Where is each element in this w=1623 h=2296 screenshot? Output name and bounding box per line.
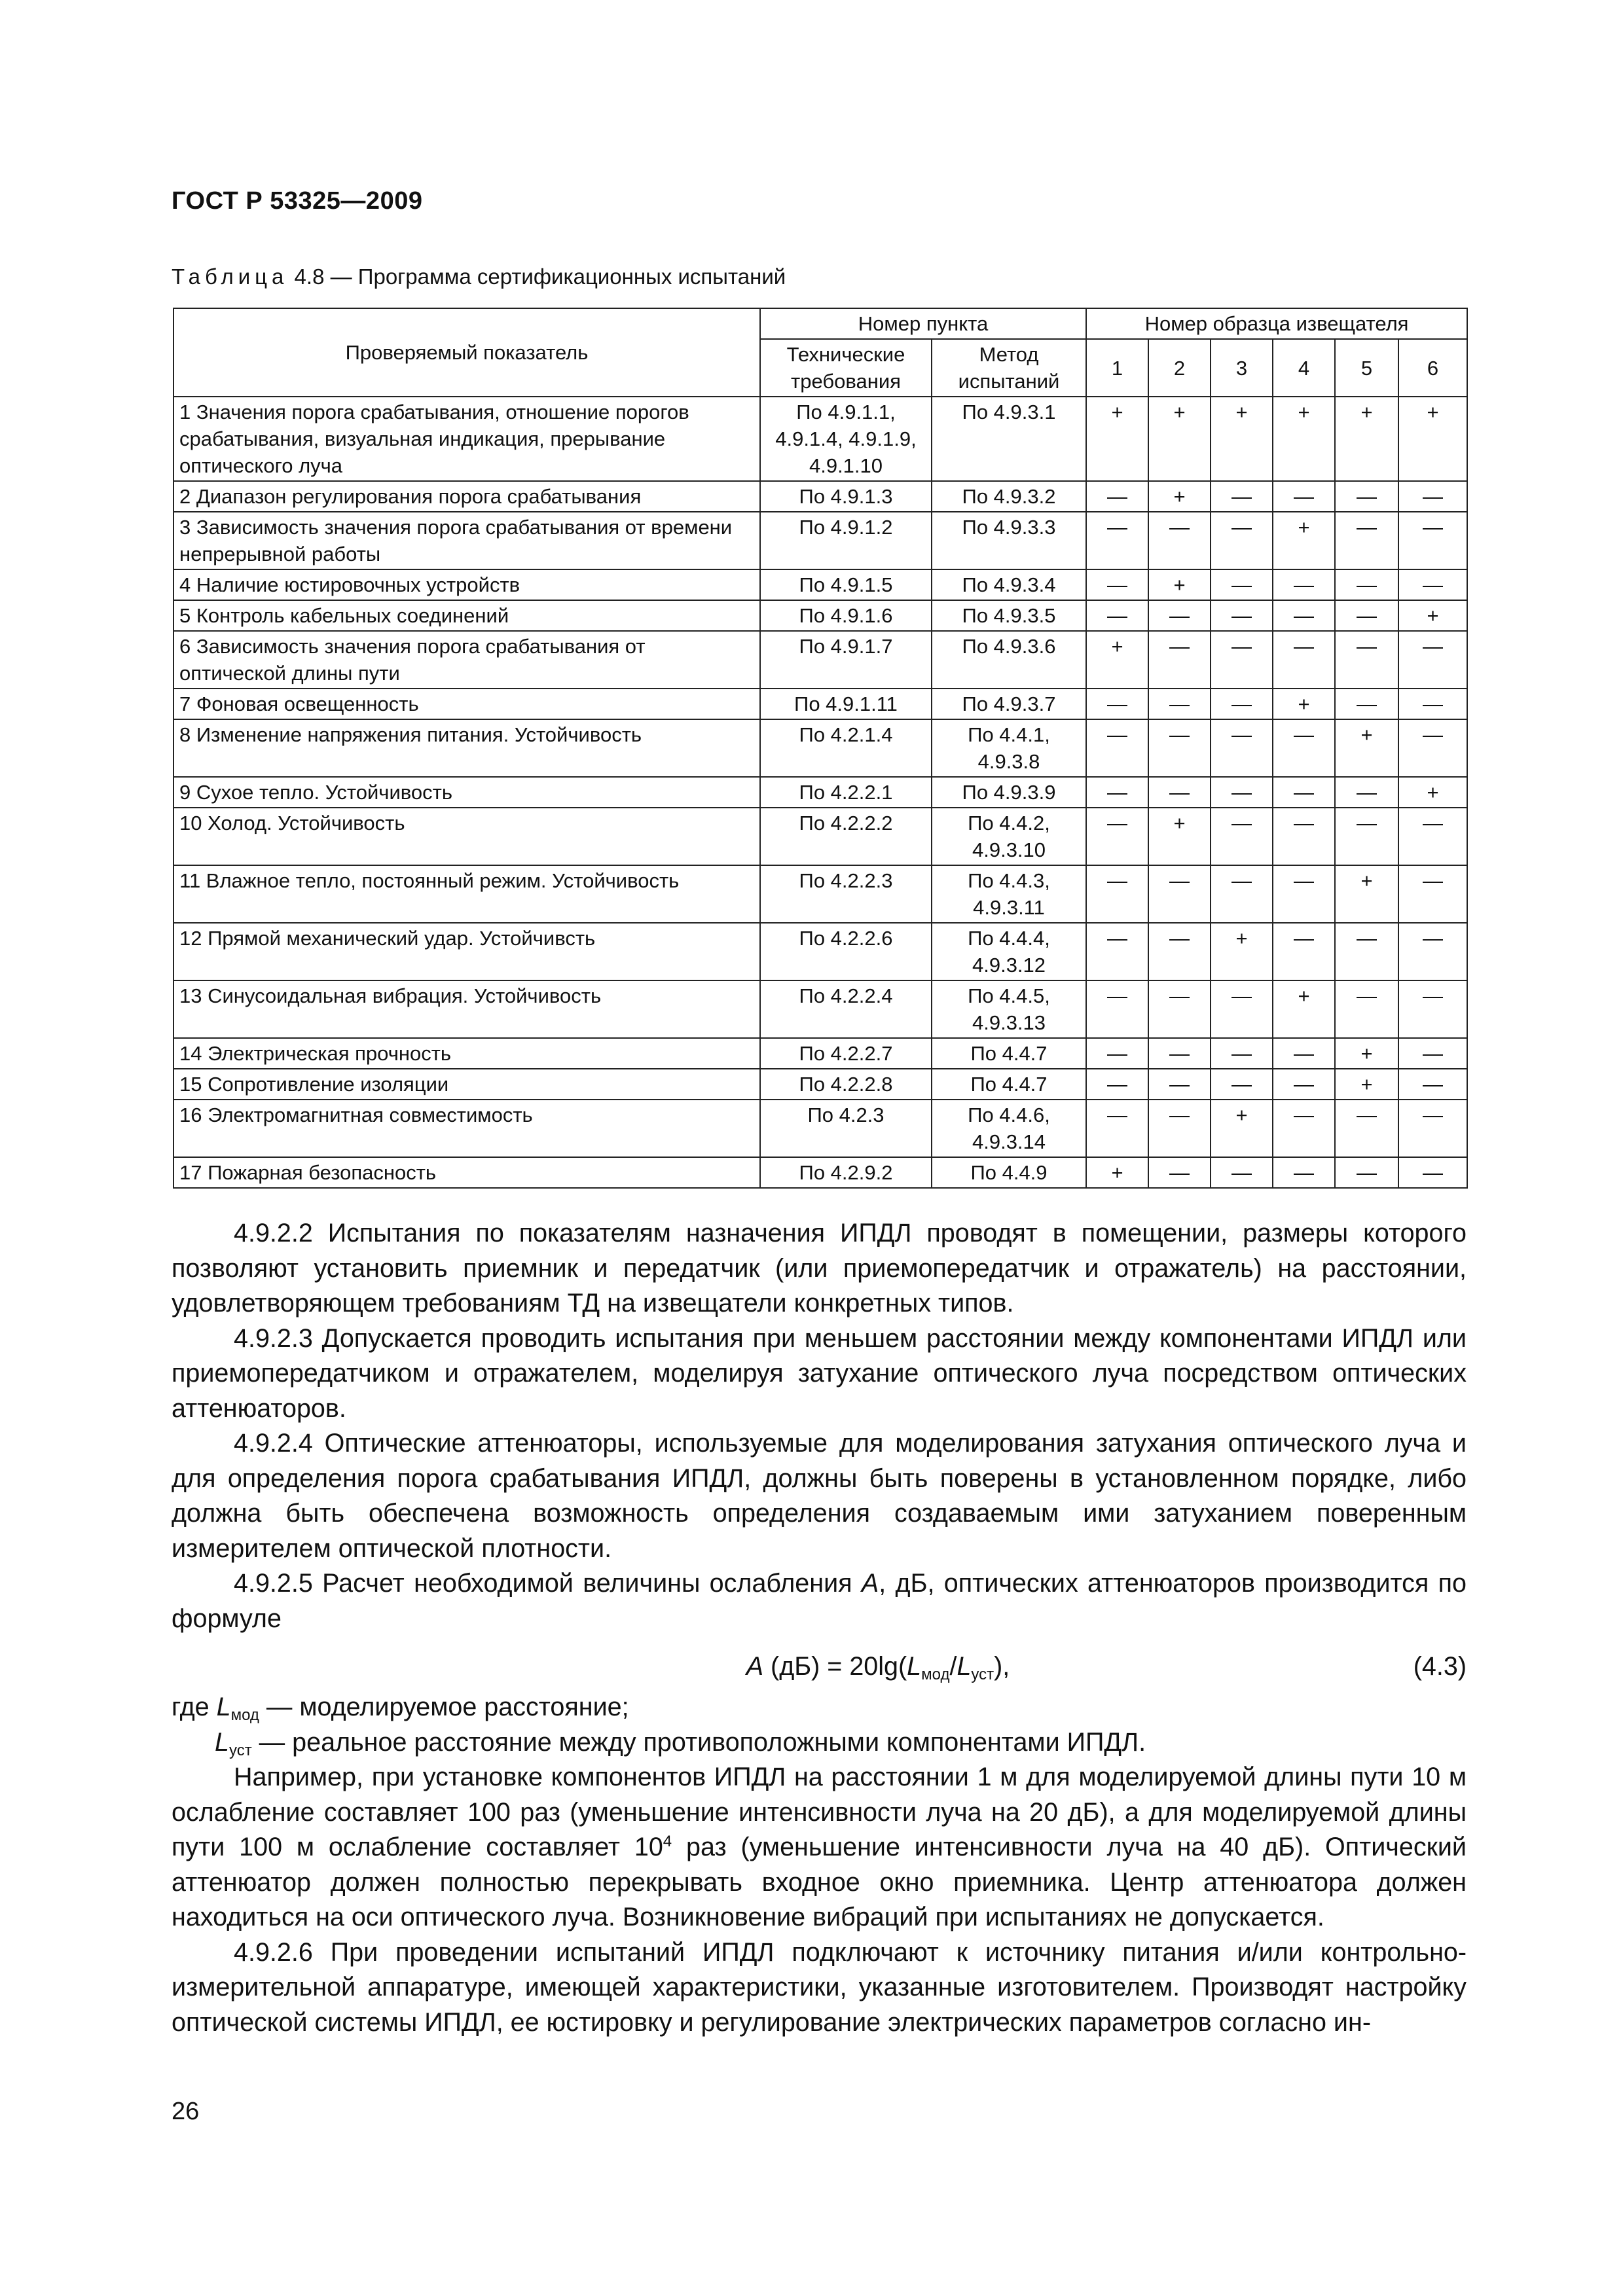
cell-sample-5-mark: —	[1335, 512, 1398, 569]
cell-sample-3-mark: —	[1211, 569, 1273, 600]
table-row	[173, 1157, 1467, 1188]
table-row	[173, 481, 1467, 512]
cell-sample-6-mark: —	[1398, 481, 1467, 512]
cell-sample-2-mark: +	[1148, 808, 1211, 865]
cell-sample-4-mark: —	[1273, 1100, 1335, 1157]
cell-tech-requirements: По 4.9.1.11	[760, 689, 932, 719]
legend-line-l-ust: $L_{уст}$ — реальное расстояние между противоположными компонентами ИПДЛ.	[215, 1727, 1146, 1759]
cell-sample-2-mark: —	[1148, 777, 1211, 808]
cell-sample-3-mark: —	[1211, 600, 1273, 631]
header-sample-2: 2	[1148, 339, 1211, 397]
cell-sample-5-mark: —	[1335, 980, 1398, 1038]
header-tech-requirements: Технические требования	[760, 339, 932, 397]
legend-line-l-mod: где $L_{мод}$ — моделируемое расстояние;	[172, 1693, 629, 1724]
cell-sample-1-mark: —	[1086, 719, 1148, 777]
cell-sample-6-mark: —	[1398, 865, 1467, 923]
cell-sample-1-mark: —	[1086, 481, 1148, 512]
cell-sample-1-mark: —	[1086, 923, 1148, 980]
cell-sample-6-mark: —	[1398, 689, 1467, 719]
cell-sample-3-mark: —	[1211, 631, 1273, 689]
cell-tech-requirements: По 4.2.2.3	[760, 865, 932, 923]
cell-sample-5-mark: +	[1335, 1069, 1398, 1100]
cell-tech-requirements: По 4.9.1.1, 4.9.1.4, 4.9.1.9, 4.9.1.10	[760, 397, 932, 481]
cell-sample-4-mark: —	[1273, 923, 1335, 980]
cell-tech-requirements: По 4.2.2.7	[760, 1038, 932, 1069]
cell-tech-requirements: По 4.2.2.8	[760, 1069, 932, 1100]
cell-sample-2-mark: —	[1148, 512, 1211, 569]
cell-sample-4-mark: —	[1273, 1069, 1335, 1100]
cell-sample-2-mark: +	[1148, 569, 1211, 600]
table-row	[173, 923, 1467, 980]
cell-sample-3-mark: +	[1211, 397, 1273, 481]
cell-sample-4-mark: —	[1273, 481, 1335, 512]
cell-tech-requirements: По 4.9.1.6	[760, 600, 932, 631]
cell-sample-5-mark: —	[1335, 777, 1398, 808]
table-row	[173, 397, 1467, 481]
cell-sample-6-mark: —	[1398, 1069, 1467, 1100]
table-row	[173, 777, 1467, 808]
cell-sample-4-mark: —	[1273, 569, 1335, 600]
cell-indicator: 8 Изменение напряжения питания. Устойчивость	[173, 719, 760, 777]
cell-sample-1-mark: —	[1086, 689, 1148, 719]
cell-indicator: 2 Диапазон регулирования порога срабатывания	[173, 481, 760, 512]
cell-sample-5-mark: —	[1335, 923, 1398, 980]
cell-test-method: По 4.4.5, 4.9.3.13	[932, 980, 1086, 1038]
cell-sample-6-mark: —	[1398, 1038, 1467, 1069]
cell-test-method: По 4.4.4, 4.9.3.12	[932, 923, 1086, 980]
paragraph-4-9-2-6: 4.9.2.6 При проведении испытаний ИПДЛ подключают к источнику питания и/или контрольно-измерительной аппаратуре, имеющей характеристики, указанные изготовителем. Производят настройку оптической системы ИПДЛ, ее юстировку и регулирование электрических параметров согласно ин-	[172, 1937, 1467, 2037]
cell-sample-4-mark: +	[1273, 689, 1335, 719]
cell-sample-6-mark: —	[1398, 719, 1467, 777]
cell-sample-1-mark: +	[1086, 1157, 1148, 1188]
table-row	[173, 600, 1467, 631]
cell-sample-3-mark: —	[1211, 512, 1273, 569]
cell-sample-1-mark: —	[1086, 1038, 1148, 1069]
header-sample-6: 6	[1398, 339, 1467, 397]
cell-indicator: 15 Сопротивление изоляции	[173, 1069, 760, 1100]
header-sample-4: 4	[1273, 339, 1335, 397]
cell-sample-3-mark: —	[1211, 719, 1273, 777]
cell-sample-6-mark: —	[1398, 980, 1467, 1038]
table-row	[173, 865, 1467, 923]
cell-tech-requirements: По 4.9.1.7	[760, 631, 932, 689]
cell-tech-requirements: По 4.2.1.4	[760, 719, 932, 777]
cell-sample-4-mark: +	[1273, 512, 1335, 569]
cell-sample-6-mark: —	[1398, 569, 1467, 600]
cell-sample-1-mark: +	[1086, 397, 1148, 481]
cell-sample-5-mark: —	[1335, 808, 1398, 865]
cell-sample-2-mark: +	[1148, 481, 1211, 512]
table-row	[173, 980, 1467, 1038]
table-caption-title: 4.8 — Программа сертификационных испытаний	[288, 264, 786, 289]
cell-sample-1-mark: —	[1086, 569, 1148, 600]
cell-test-method: По 4.9.3.9	[932, 777, 1086, 808]
cell-test-method: По 4.4.7	[932, 1069, 1086, 1100]
cell-sample-3-mark: —	[1211, 1069, 1273, 1100]
paragraph-example: Например, при установке компонентов ИПДЛ на расстоянии 1 м для моделируемой длины пути 10 м ослабление составляет 100 раз (уменьшение интенсивности луча на 20 дБ), а для моделируемой длины пути 100 м ослабление составляет $10^4$ раз (уменьшение интенсивности луча на 40 дБ). Оптический аттенюатор должен полностью перекрывать входное окно приемника. Центр аттенюатора должен находиться на оси оптического луча. Возникновение вибраций при испытаниях не допускается.	[172, 1763, 1467, 1931]
cell-tech-requirements: По 4.9.1.2	[760, 512, 932, 569]
cell-test-method: По 4.9.3.4	[932, 569, 1086, 600]
paragraph-4-9-2-5: 4.9.2.5 Расчет необходимой величины ослабления A, дБ, оптических аттенюаторов производится по формуле	[172, 1569, 1467, 1633]
cell-sample-3-mark: —	[1211, 689, 1273, 719]
cell-sample-5-mark: —	[1335, 569, 1398, 600]
cell-tech-requirements: По 4.2.2.4	[760, 980, 932, 1038]
cell-sample-4-mark: —	[1273, 808, 1335, 865]
cell-sample-3-mark: —	[1211, 865, 1273, 923]
cell-sample-6-mark: —	[1398, 1157, 1467, 1188]
cell-sample-5-mark: —	[1335, 689, 1398, 719]
cell-sample-2-mark: —	[1148, 1157, 1211, 1188]
cell-sample-5-mark: —	[1335, 600, 1398, 631]
cell-indicator: 7 Фоновая освещенность	[173, 689, 760, 719]
cell-sample-4-mark: +	[1273, 397, 1335, 481]
cell-indicator: 1 Значения порога срабатывания, отношение порогов срабатывания, визуальная индикация, прерывание оптического луча	[173, 397, 760, 481]
formula-number: (4.3)	[1413, 1652, 1467, 1681]
cell-sample-2-mark: —	[1148, 631, 1211, 689]
cell-sample-3-mark: —	[1211, 808, 1273, 865]
cell-tech-requirements: По 4.9.1.5	[760, 569, 932, 600]
cell-sample-2-mark: —	[1148, 980, 1211, 1038]
cell-sample-6-mark: +	[1398, 777, 1467, 808]
cell-sample-6-mark: +	[1398, 600, 1467, 631]
header-indicator: Проверяемый показатель	[173, 308, 760, 397]
cell-sample-6-mark: —	[1398, 631, 1467, 689]
cell-sample-4-mark: —	[1273, 600, 1335, 631]
header-test-method: Метод испытаний	[932, 339, 1086, 397]
cell-test-method: По 4.4.6, 4.9.3.14	[932, 1100, 1086, 1157]
cell-test-method: По 4.9.3.2	[932, 481, 1086, 512]
header-sample-group: Номер образца извещателя	[1086, 308, 1467, 339]
table-caption-word: Таблица	[172, 264, 289, 289]
cell-sample-6-mark: —	[1398, 512, 1467, 569]
cell-indicator: 3 Зависимость значения порога срабатывания от времени непрерывной работы	[173, 512, 760, 569]
cell-sample-1-mark: —	[1086, 1069, 1148, 1100]
formula-legend	[172, 1690, 1467, 1760]
cell-test-method: По 4.9.3.7	[932, 689, 1086, 719]
cell-indicator: 6 Зависимость значения порога срабатывания от оптической длины пути	[173, 631, 760, 689]
cell-sample-5-mark: +	[1335, 1038, 1398, 1069]
table-head	[173, 308, 1467, 397]
paragraph-4-9-2-4: 4.9.2.4 Оптические аттенюаторы, используемые для моделирования затухания оптического луча и для определения порога срабатывания ИПДЛ, должны быть поверены в установленном порядке, либо должна быть обеспечена возможность определения создаваемым ими затуханием поверенным измерителем оптической плотности.	[172, 1429, 1467, 1563]
cell-sample-5-mark: +	[1335, 865, 1398, 923]
table-row	[173, 719, 1467, 777]
cell-tech-requirements: По 4.9.1.3	[760, 481, 932, 512]
cell-test-method: По 4.4.9	[932, 1157, 1086, 1188]
cell-sample-2-mark: —	[1148, 1100, 1211, 1157]
table-row	[173, 631, 1467, 689]
cell-sample-6-mark: —	[1398, 1100, 1467, 1157]
cell-sample-1-mark: —	[1086, 512, 1148, 569]
cell-sample-3-mark: —	[1211, 777, 1273, 808]
variable-a: A	[861, 1569, 879, 1598]
cell-sample-1-mark: —	[1086, 808, 1148, 865]
cell-tech-requirements: По 4.2.2.2	[760, 808, 932, 865]
cell-indicator: 11 Влажное тепло, постоянный режим. Устойчивость	[173, 865, 760, 923]
test-program-table	[173, 308, 1468, 1189]
table-row	[173, 569, 1467, 600]
cell-sample-1-mark: —	[1086, 1100, 1148, 1157]
cell-sample-5-mark: +	[1335, 397, 1398, 481]
cell-indicator: 9 Сухое тепло. Устойчивость	[173, 777, 760, 808]
formula-expression: A $(дБ) = 20\lg(L_{мод}/L_{уст})$,	[746, 1652, 1010, 1683]
cell-test-method: По 4.4.3, 4.9.3.11	[932, 865, 1086, 923]
cell-sample-4-mark: —	[1273, 865, 1335, 923]
cell-test-method: По 4.9.3.3	[932, 512, 1086, 569]
cell-sample-2-mark: —	[1148, 719, 1211, 777]
cell-tech-requirements: По 4.2.3	[760, 1100, 932, 1157]
cell-sample-2-mark: —	[1148, 923, 1211, 980]
cell-sample-4-mark: —	[1273, 777, 1335, 808]
table-row	[173, 512, 1467, 569]
table-row	[173, 689, 1467, 719]
cell-sample-5-mark: —	[1335, 631, 1398, 689]
formula-4-3	[172, 1649, 1467, 1686]
cell-sample-5-mark: +	[1335, 719, 1398, 777]
paragraph-4-9-2-3: 4.9.2.3 Допускается проводить испытания при меньшем расстоянии между компонентами ИПДЛ или приемопередатчиком и отражателем, моделируя затухание оптического луча посредством оптических аттенюаторов.	[172, 1323, 1467, 1423]
cell-indicator: 13 Синусоидальная вибрация. Устойчивость	[173, 980, 760, 1038]
table-body	[173, 397, 1467, 1188]
table-caption	[172, 264, 786, 289]
cell-sample-1-mark: —	[1086, 980, 1148, 1038]
cell-tech-requirements: По 4.2.9.2	[760, 1157, 932, 1188]
table-row	[173, 1038, 1467, 1069]
cell-test-method: По 4.4.2, 4.9.3.10	[932, 808, 1086, 865]
cell-indicator: 14 Электрическая прочность	[173, 1038, 760, 1069]
header-sample-3: 3	[1211, 339, 1273, 397]
cell-indicator: 16 Электромагнитная совместимость	[173, 1100, 760, 1157]
header-clause-group: Номер пункта	[760, 308, 1086, 339]
cell-indicator: 17 Пожарная безопасность	[173, 1157, 760, 1188]
cell-test-method: По 4.9.3.5	[932, 600, 1086, 631]
cell-sample-2-mark: —	[1148, 865, 1211, 923]
cell-sample-3-mark: —	[1211, 1157, 1273, 1188]
cell-sample-2-mark: +	[1148, 397, 1211, 481]
cell-sample-6-mark: —	[1398, 923, 1467, 980]
cell-indicator: 5 Контроль кабельных соединений	[173, 600, 760, 631]
cell-sample-1-mark: —	[1086, 600, 1148, 631]
table-row	[173, 808, 1467, 865]
cell-sample-2-mark: —	[1148, 600, 1211, 631]
cell-test-method: По 4.9.3.6	[932, 631, 1086, 689]
page-number: 26	[172, 2098, 200, 2125]
cell-sample-5-mark: —	[1335, 1100, 1398, 1157]
cell-indicator: 4 Наличие юстировочных устройств	[173, 569, 760, 600]
table-row	[173, 1100, 1467, 1157]
cell-test-method: По 4.4.1, 4.9.3.8	[932, 719, 1086, 777]
cell-sample-1-mark: +	[1086, 631, 1148, 689]
cell-sample-3-mark: —	[1211, 980, 1273, 1038]
document-header: ГОСТ Р 53325—2009	[172, 187, 423, 215]
cell-sample-3-mark: —	[1211, 481, 1273, 512]
cell-test-method: По 4.9.3.1	[932, 397, 1086, 481]
cell-tech-requirements: По 4.2.2.1	[760, 777, 932, 808]
body-text	[172, 1216, 1467, 2040]
cell-sample-5-mark: —	[1335, 481, 1398, 512]
cell-sample-4-mark: —	[1273, 1157, 1335, 1188]
cell-tech-requirements: По 4.2.2.6	[760, 923, 932, 980]
cell-sample-5-mark: —	[1335, 1157, 1398, 1188]
cell-sample-4-mark: +	[1273, 980, 1335, 1038]
paragraph-4-9-2-2: 4.9.2.2 Испытания по показателям назначения ИПДЛ проводят в помещении, размеры которого позволяют установить приемник и передатчик (или приемопередатчик и отражатель) на расстоянии, удовлетворяющем требованиям ТД на извещатели конкретных типов.	[172, 1219, 1467, 1318]
cell-sample-3-mark: +	[1211, 923, 1273, 980]
cell-indicator: 10 Холод. Устойчивость	[173, 808, 760, 865]
cell-sample-6-mark: —	[1398, 808, 1467, 865]
cell-sample-1-mark: —	[1086, 865, 1148, 923]
header-sample-1: 1	[1086, 339, 1148, 397]
cell-indicator: 12 Прямой механический удар. Устойчивсть	[173, 923, 760, 980]
cell-sample-3-mark: —	[1211, 1038, 1273, 1069]
cell-sample-2-mark: —	[1148, 689, 1211, 719]
cell-test-method: По 4.4.7	[932, 1038, 1086, 1069]
header-sample-5: 5	[1335, 339, 1398, 397]
cell-sample-4-mark: —	[1273, 719, 1335, 777]
cell-sample-1-mark: —	[1086, 777, 1148, 808]
cell-sample-6-mark: +	[1398, 397, 1467, 481]
cell-sample-4-mark: —	[1273, 1038, 1335, 1069]
cell-sample-2-mark: —	[1148, 1038, 1211, 1069]
cell-sample-4-mark: —	[1273, 631, 1335, 689]
cell-sample-2-mark: —	[1148, 1069, 1211, 1100]
table-row	[173, 1069, 1467, 1100]
cell-sample-3-mark: +	[1211, 1100, 1273, 1157]
